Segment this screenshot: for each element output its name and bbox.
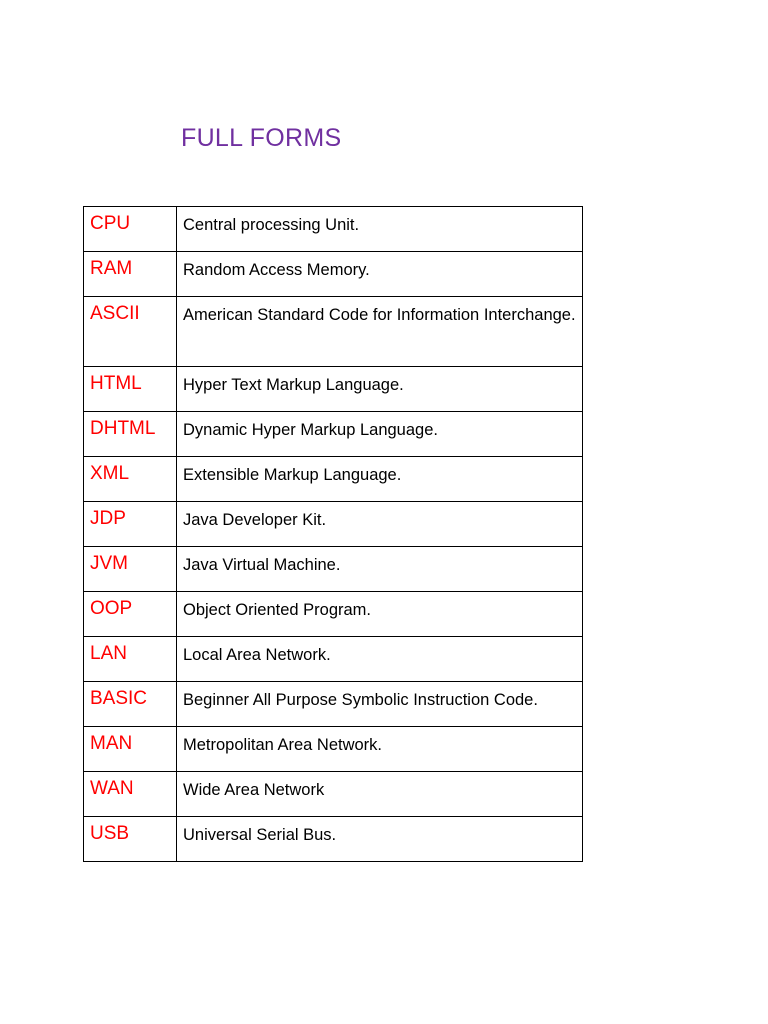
table-row xyxy=(84,592,583,637)
table-row xyxy=(84,682,583,727)
full-form-cell: Java Developer Kit. xyxy=(177,502,583,547)
table-row xyxy=(84,547,583,592)
abbreviation-cell: JDP xyxy=(84,502,177,547)
table-row xyxy=(84,637,583,682)
abbreviation-cell: OOP xyxy=(84,592,177,637)
table-row xyxy=(84,457,583,502)
abbreviation-cell: MAN xyxy=(84,727,177,772)
abbreviation-cell: LAN xyxy=(84,637,177,682)
table-row xyxy=(84,207,583,252)
full-form-cell: Dynamic Hyper Markup Language. xyxy=(177,412,583,457)
table-row xyxy=(84,727,583,772)
abbreviation-cell: CPU xyxy=(84,207,177,252)
table-row xyxy=(84,297,583,367)
full-form-cell: Java Virtual Machine. xyxy=(177,547,583,592)
full-form-cell: Beginner All Purpose Symbolic Instruction Code. xyxy=(177,682,583,727)
table-row xyxy=(84,252,583,297)
table-row xyxy=(84,502,583,547)
full-form-cell: Hyper Text Markup Language. xyxy=(177,367,583,412)
table-row xyxy=(84,817,583,862)
full-form-cell: Universal Serial Bus. xyxy=(177,817,583,862)
table-row xyxy=(84,367,583,412)
full-form-cell: Object Oriented Program. xyxy=(177,592,583,637)
abbreviation-cell: BASIC xyxy=(84,682,177,727)
abbreviation-cell: WAN xyxy=(84,772,177,817)
full-form-cell: Central processing Unit. xyxy=(177,207,583,252)
abbreviation-cell: XML xyxy=(84,457,177,502)
abbreviation-cell: ASCII xyxy=(84,297,177,367)
abbreviation-cell: HTML xyxy=(84,367,177,412)
full-form-cell: Wide Area Network xyxy=(177,772,583,817)
full-form-cell: Random Access Memory. xyxy=(177,252,583,297)
full-forms-table xyxy=(83,206,583,862)
full-form-cell: American Standard Code for Information Interchange. xyxy=(177,297,583,367)
abbreviation-cell: JVM xyxy=(84,547,177,592)
full-form-cell: Extensible Markup Language. xyxy=(177,457,583,502)
full-form-cell: Local Area Network. xyxy=(177,637,583,682)
full-form-cell: Metropolitan Area Network. xyxy=(177,727,583,772)
full-forms-table-body xyxy=(84,207,583,862)
table-row xyxy=(84,772,583,817)
table-row xyxy=(84,412,583,457)
abbreviation-cell: RAM xyxy=(84,252,177,297)
page-title: FULL FORMS xyxy=(181,124,342,152)
abbreviation-cell: USB xyxy=(84,817,177,862)
abbreviation-cell: DHTML xyxy=(84,412,177,457)
